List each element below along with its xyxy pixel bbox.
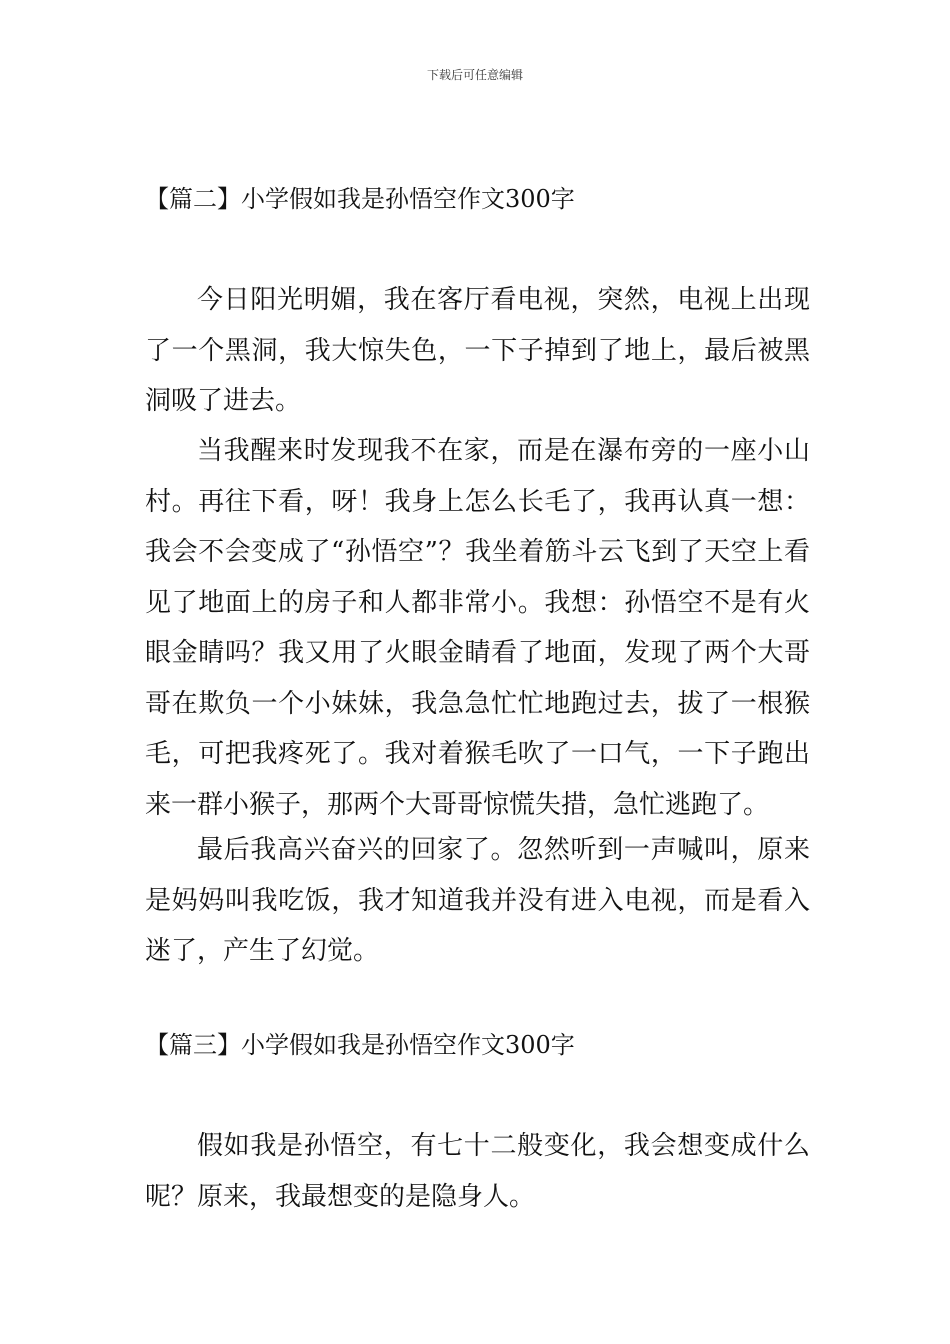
section-2-heading: 【篇二】小学假如我是孙悟空作文300字 <box>145 185 575 213</box>
section-2-paragraph-2: 当我醒来时发现我不在家，而是在瀑布旁的一座小山村。再往下看，呀！我身上怎么长毛了，我再认真一想：我会不会变成了“孙悟空”？我坐着筋斗云飞到了天空上看见了地面上的房子和人都非常小。我想：孙悟空不是有火眼金睛吗？我又用了火眼金睛看了地面，发现了两个大哥哥在欺负一个小妹妹，我急急忙忙地跑过去，拔了一根猴毛，可把我疼死了。我对着猴毛吹了一口气，一下子跑出来一群小猴子，那两个大哥哥惊慌失措，急忙逃跑了。 <box>145 436 810 820</box>
section-3-paragraph-1: 假如我是孙悟空，有七十二般变化，我会想变成什么呢？原来，我最想变的是隐身人。 <box>145 1131 810 1212</box>
section-3-heading: 【篇三】小学假如我是孙悟空作文300字 <box>145 1031 575 1059</box>
section-2-paragraph-1: 今日阳光明媚，我在客厅看电视，突然，电视上出现了一个黑洞，我大惊失色，一下子掉到了地上，最后被黑洞吸了进去。 <box>145 285 810 416</box>
section-2-paragraph-3: 最后我高兴奋兴的回家了。忽然听到一声喊叫，原来是妈妈叫我吃饭，我才知道我并没有进入电视，而是看入迷了，产生了幻觉。 <box>145 835 810 966</box>
header-note: 下载后可任意编辑 <box>426 68 523 82</box>
